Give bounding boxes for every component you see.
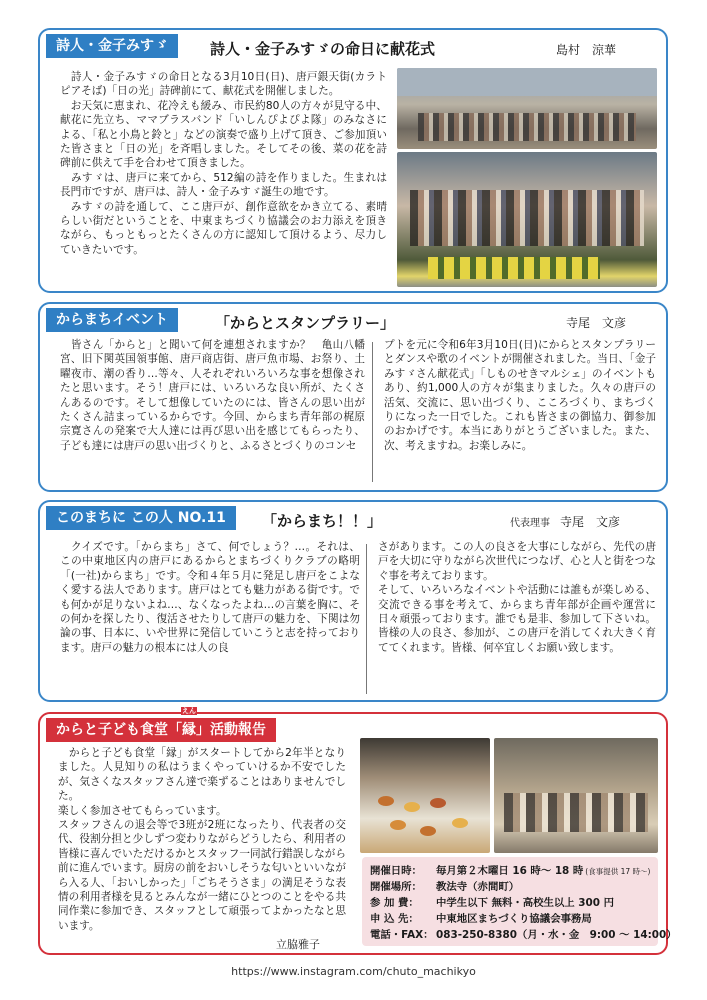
tag-text-post: 」活動報告 [196, 722, 266, 738]
photo-group-memorial [397, 152, 657, 287]
info-value: 教法寺（赤間町） [436, 881, 520, 893]
tag-text-pre: からと子ども食堂「 [56, 722, 182, 738]
article-body-col2: さがあります。この人の良さを大事にしながら、先代の唐戸を大切に守りながら次世代につなげ、心と人と街をつなぐ事を考えております。 そして、いろいろなイベントや活動には誰もが楽しめる、交流できる事を考えて、からまち青年部が企画や運営に日々頑張っております。誰でも是非、参加して下さいね。皆様の人の良さ、参加が、この唐戸を消してくれ大きく育ててくれます。皆様、何卒宜しくお願い致します。 [378, 541, 656, 654]
article-title-stamp-rally: 「からとスタンプラリー」 [215, 314, 396, 332]
info-row-schedule [370, 865, 650, 878]
info-label: 開催日時： [370, 865, 422, 877]
article-body-cafeteria: からと子ども食堂「縁」がスタートしてから2年半となりました。人見知りの私はうまくやっていけるか不安でしたが、気さくなスタッフさん達で楽ずることはありませんでした。 楽しく参加させてもらっています。 スタッフさんの退会等で3班が2班になったり、代表者の交代、役割分担と少しずつ変わりながらどうしたら、利用者の皆様に喜んでいただけるかとスタッフ一同試行錯誤しながら前に進んでいます。厨房の前をおいしそうな匂いといいながら入る人、「おいしかった」「ごちそうさま」の満足そうな表情の利用者様を見るとみんなが一緒にひとつのことをやる共同作業に参加でき、スタッフとして頑張ってよかったなと思います。 [58, 747, 346, 932]
author-name: 寺尾 文彦 [560, 515, 621, 529]
footer-instagram-link[interactable]: https://www.instagram.com/chuto_machikyo [231, 965, 476, 978]
article-body-col1: クイズです。「からまち」さて、何でしょう？…。それは、この中東地区内の唐戸にあるからとまちづくりクラブの略明「(一社)からまち」です。令和４年５月に発足し唐戸をこよなく愛する法人であります。唐戸はとても魅力がある街です。でも何かが足りないよね…、なくなったよね…の言葉を胸に、その何かを探したり、復活させたりして唐戸の魅力を、下関は勿論の事、日本に、いや世界に発信していこうと志を持っております。唐戸の魅力の根本には人の良 [60, 541, 360, 654]
section-tag-person: このまちに この人 NO.11 [46, 506, 236, 530]
article-title-memorial: 詩人・金子みすゞの命日に献花式 [210, 40, 436, 58]
info-value: 083-250-8380（月・水・金 9:00 〜 14:00） [436, 929, 677, 941]
author-name: 島村 涼華 [556, 43, 617, 57]
signature: 立脇雅子 [276, 938, 320, 951]
tag-kanji-with-ruby [182, 707, 196, 742]
info-row-phone [370, 929, 677, 942]
info-label: 開催場所： [370, 881, 422, 893]
column-divider [366, 544, 367, 694]
info-value: 中東地区まちづくり協議会事務局 [436, 913, 592, 925]
article-body-memorial: 詩人・金子みすゞの命日となる3月10日(日)、唐戸銀天街(カラトピアそば)「日の光」詩碑前にて、献花式を開催しました。 お天気に恵まれ、花冷えも緩み、市民約80人の方々が見守る中、献花に先立ち、ママブラスバンド「いしんぴよぴよ隊」のみなさによる、「私と小鳥と鈴と」などの演奏で盛り上げて頂き、ご参加頂いた皆さまと「日の光」を斉唱しました。そしてその後、菜の花を詩碑前に供えて手を合わせて頂きました。 みすゞは、唐戸に来てから、512編の詩を作りました。生まれは長門市ですが、唐戸は、詩人・金子みすゞ誕生の地です。 みすゞの詩を通して、ここ唐戸が、創作意欲をかき立てる、素晴らしい街だということを、中東まちづくり協議会のお力添えを頂きながら、もっともっとたくさんの方に認知して頂けるよう、尽力していきたいです。 [60, 71, 387, 256]
article-title-karamachi: 「からまち！！」 [262, 512, 383, 530]
section-tag-cafeteria [46, 707, 276, 742]
tag-kanji: 縁 [182, 722, 196, 738]
article-body-col1: 皆さん「からと」と聞いて何を連想されますか？ 亀山八幡宮、旧下関英国領事館、唐戸商店街、唐戸魚市場、お祭り、土曜夜市、潮の香り…等々、人それぞれいろいろな事を想像されたと思います。そう！唐戸には、いろいろな良い所が、たくさんあるのです。そして想像していたのには、皆さんの思い出がたくさん詰まっているからです。今回、からまち青年部の梶原宗寛さんの発案で大人達には再び思い出を感じてもらったり、子ども達には唐戸の思い出づくりと、ふるさとづくりのコンセ [60, 339, 365, 452]
column-divider [372, 342, 373, 482]
info-label: 参 加 費： [370, 897, 419, 909]
photo-street-crowd [397, 68, 657, 149]
info-value: 毎月第２木曜日 16 時〜 18 時 [436, 865, 584, 877]
author-role: 代表理事 [510, 518, 550, 529]
info-value: 中学生以下 無料・高校生以上 300 円 [436, 897, 615, 909]
section-tag-poet: 詩人・金子みすゞ [46, 34, 178, 58]
author-credit [510, 513, 620, 530]
info-row-fee [370, 897, 614, 910]
info-label: 申 込 先： [370, 913, 419, 925]
section-tag-event: からまちイベント [46, 308, 178, 332]
author-name: 寺尾 文彦 [566, 316, 627, 330]
info-row-contact [370, 913, 592, 926]
info-row-venue [370, 881, 519, 894]
info-note: (食事提供 17 時〜) [585, 867, 651, 876]
photo-food-table [360, 738, 490, 853]
info-panel [362, 857, 677, 946]
article-body-col2: プトを元に令和6年3月10日(日)にからとスタンプラリーとダンスや歌のイベントが開催されました。当日、「金子みすゞさん献花式」「しものせきマルシェ」のイベントもあり、約1,000人の方々が集まりました。久々の唐戸の活気、交流に、思い出づくり、こころづくり、まちづくりになった一日でした。これも皆さまの御協力、御参加のおかげです。本当にありがとうございました。また、次、考えますね。お楽しみに。 [384, 339, 656, 452]
info-label: 電話・FAX： [370, 929, 434, 941]
photo-dining-room [494, 738, 658, 853]
ruby-text: えん [182, 707, 196, 715]
